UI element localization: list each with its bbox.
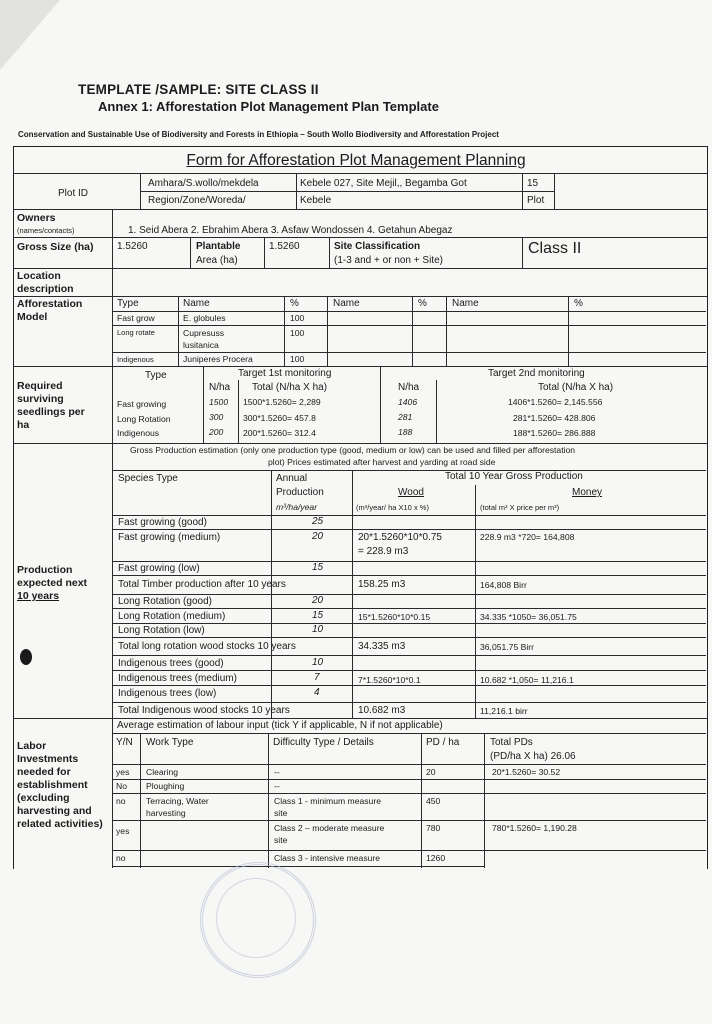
labor-row-pd: 450 [426, 796, 441, 806]
seedlings-row-n1: 1500 [209, 397, 229, 407]
model-label-2: Model [17, 311, 48, 323]
seedlings-row-t2: 1406*1.5260= 2,145.556 [508, 397, 603, 407]
seedlings-label-2: surviving [17, 393, 64, 405]
site-class-label: Site Classification [334, 241, 421, 252]
production-row-money: 11,216.1 birr [480, 706, 528, 716]
production-label: Production [17, 564, 73, 576]
labor-row-difficulty: Class 2 – moderate measure [274, 823, 385, 833]
annual-production-header-2: Production [276, 487, 324, 498]
production-row-wood: 158.25 m3 [358, 579, 406, 590]
production-row-annual: 20 [312, 595, 324, 606]
production-row-wood: 7*1.5260*10*0.1 [358, 675, 421, 685]
model-row-type: Fast grow [117, 313, 155, 323]
labor-note: Average estimation of labour input (tick Y if applicable, N if not applicable) [117, 720, 443, 731]
labor-header-work: Work Type [146, 737, 194, 748]
seedlings-row-t1: 1500*1.5260= 2,289 [243, 397, 321, 407]
owners-sublabel: (names/contacts) [17, 226, 75, 235]
seedlings-row-t1: 300*1.5260= 457.8 [243, 413, 316, 423]
production-row-wood: 20*1.5260*10*0.75 [358, 532, 442, 543]
production-row-species: Total long rotation wood stocks 10 years [118, 641, 296, 652]
target-2-nha: N/ha [398, 382, 420, 393]
production-row-money: 228.9 m3 *720= 164,808 [480, 532, 575, 542]
labor-row-difficulty: Class 3 - intensive measure [274, 853, 381, 863]
production-label-3: 10 years [17, 590, 60, 602]
production-row-annual: 20 [312, 531, 324, 542]
labor-row-difficulty: Class 1 - minimum measure [274, 796, 381, 806]
labor-row-pd: 780 [426, 823, 441, 833]
form-title: Form for Afforestation Plot Management Planning [186, 152, 526, 169]
model-label: Afforestation [17, 298, 83, 310]
model-row-pct: 100 [290, 354, 305, 364]
production-row-species: Indigenous trees (medium) [118, 673, 237, 684]
target-1-nha: N/ha [209, 382, 231, 393]
labor-header-yn: Y/N [116, 737, 133, 748]
owners-label: Owners [17, 212, 56, 224]
seedlings-row-type: Long Rotation [117, 414, 171, 424]
production-note-2: plot) Prices estimated after harvest and yarding at road side [268, 457, 496, 467]
annex-title: Annex 1: Afforestation Plot Management Plan Template [98, 99, 439, 114]
seedlings-row-n1: 200 [209, 427, 224, 437]
location-label: Location [17, 270, 61, 282]
model-header-pct-2: % [418, 298, 427, 309]
production-row-annual: 7 [314, 672, 320, 683]
seedlings-row-n1: 300 [209, 412, 224, 422]
production-row-species: Indigenous trees (low) [118, 688, 217, 699]
production-row-money: 10.682 *1,050= 11,216.1 [480, 675, 574, 685]
labor-row-work: Ploughing [146, 781, 185, 791]
production-row-money: 164,808 Birr [480, 580, 527, 590]
production-row-annual: 25 [312, 516, 324, 527]
labor-header-difficulty: Difficulty Type / Details [273, 737, 374, 748]
labor-row-yn: No [116, 781, 127, 791]
production-row-annual: 4 [314, 687, 320, 698]
labor-row-difficulty: -- [274, 781, 280, 791]
labor-header-total-2: (PD/ha X ha) 26.06 [490, 751, 576, 762]
seedlings-row-type: Indigenous [117, 428, 160, 438]
seedlings-row-t1: 200*1.5260= 312.4 [243, 428, 316, 438]
labor-row-yn: no [116, 796, 126, 806]
punch-hole [20, 649, 32, 665]
model-header-pct-1: % [290, 298, 299, 309]
production-note: Gross Production estimation (only one production type (good, medium or low) can be used and filled per afforestation [130, 445, 576, 455]
model-header-name-3: Name [452, 298, 479, 309]
production-row-species: Fast growing (medium) [118, 532, 221, 543]
labor-header-total: Total PDs [490, 737, 533, 748]
labor-row-work: Clearing [146, 767, 179, 777]
annual-production-header: Annual [276, 473, 308, 484]
region-label: Region/Zone/Woreda/ [148, 195, 246, 206]
seedlings-label-4: ha [17, 419, 30, 431]
model-row-type: Long rotate [117, 328, 155, 337]
target-1-header: Target 1st monitoring [238, 368, 332, 379]
seedlings-row-t2: 188*1.5260= 286.888 [513, 428, 596, 438]
production-row-money: 36,051.75 Birr [480, 642, 534, 652]
production-row-species: Long Rotation (good) [118, 596, 212, 607]
seedlings-row-n2: 1406 [398, 397, 418, 407]
kebele-label: Kebele [300, 195, 332, 206]
annual-production-unit: m³/ha/year [276, 502, 318, 512]
seedlings-row-type: Fast growing [117, 399, 167, 409]
production-row-species: Fast growing (low) [118, 563, 200, 574]
location-label-2: description [17, 283, 74, 295]
labor-row-pd: 20 [426, 767, 436, 777]
labor-row-work: Terracing, Water [146, 796, 209, 806]
labor-row-difficulty: -- [274, 767, 280, 777]
wood-unit: (m³/year/ ha X10 x %) [356, 503, 429, 512]
gross-size-label: Gross Size (ha) [17, 241, 94, 253]
site-class-hint: (1-3 and + or non + Site) [334, 255, 443, 266]
office-stamp-inner [216, 878, 296, 958]
plot-id-label: Plot ID [58, 188, 89, 199]
model-row-pct: 100 [290, 328, 305, 338]
plot-value: 15 [527, 178, 539, 189]
plantable-label: Plantable [196, 241, 241, 252]
target-2-header: Target 2nd monitoring [488, 368, 585, 379]
labor-row-total: 20*1.5260= 30.52 [492, 767, 561, 777]
seedlings-row-n2: 188 [398, 427, 413, 437]
production-label-2: expected next [17, 577, 88, 589]
model-header-pct-3: % [574, 298, 583, 309]
labor-row-yn: yes [116, 767, 130, 777]
species-type-header: Species Type [118, 473, 178, 484]
seedlings-label-3: seedlings per [17, 406, 85, 418]
region-value: Amhara/S.wollo/mekdela [148, 178, 259, 189]
model-row-name: E. globules [183, 313, 226, 323]
seedlings-label: Required [17, 380, 63, 392]
model-header-type: Type [117, 298, 139, 309]
production-row-species: Total Indigenous wood stocks 10 years [118, 705, 290, 716]
production-row-wood: 34.335 m3 [358, 641, 406, 652]
plantable-value: 1.5260 [269, 241, 300, 252]
folded-corner [0, 0, 60, 70]
production-row-money: 34.335 *1050= 36,051.75 [480, 612, 577, 622]
site-class-value: Class II [528, 240, 582, 257]
labor-row-yn: no [116, 853, 126, 863]
production-row-wood: 10.682 m3 [358, 705, 406, 716]
seedlings-type-header: Type [145, 370, 167, 381]
gross-size-value: 1.5260 [117, 241, 148, 252]
plot-label: Plot [527, 195, 545, 206]
money-unit: (total m³ X price per m³) [480, 503, 560, 512]
seedlings-row-t2: 281*1.5260= 428.806 [513, 413, 596, 423]
model-header-name-2: Name [333, 298, 360, 309]
gross-production-header: Total 10 Year Gross Production [445, 471, 583, 482]
owners-value: 1. Seid Abera 2. Ebrahim Abera 3. Asfaw Wondossen 4. Getahun Abegaz [128, 225, 453, 236]
production-row-species: Fast growing (good) [118, 517, 207, 528]
production-row-annual: 15 [312, 610, 324, 621]
production-row-species: Long Rotation (medium) [118, 611, 226, 622]
template-title: TEMPLATE /SAMPLE: SITE CLASS II [78, 82, 319, 97]
model-header-name-1: Name [183, 298, 210, 309]
target-2-total: Total (N/ha X ha) [538, 382, 614, 393]
project-name: Conservation and Sustainable Use of Biodiversity and Forests in Ethiopia – South Wollo Biodiversity and Afforestation Project [18, 130, 499, 139]
model-row-pct: 100 [290, 313, 305, 323]
wood-header: Wood [398, 487, 424, 498]
target-1-total: Total (N/ha X ha) [252, 382, 328, 393]
production-row-annual: 10 [312, 624, 324, 635]
labor-header-pd: PD / ha [426, 737, 460, 748]
kebele-value: Kebele 027, Site Mejil,, Begamba Got [300, 178, 467, 189]
labor-row-work-line2: harvesting [146, 808, 186, 818]
production-row-species: Total Timber production after 10 years [118, 579, 286, 590]
labor-row-difficulty-line2: site [274, 808, 288, 818]
production-row-species: Indigenous trees (good) [118, 658, 224, 669]
labor-label: Labor Investments needed for establishment (excluding harvesting and related activities) [17, 740, 103, 830]
model-row-name-line2: lusitanica [183, 340, 219, 350]
model-row-name: Juniperes Procera [183, 354, 253, 364]
labor-row-pd: 1260 [426, 853, 446, 863]
production-row-species: Long Rotation (low) [118, 625, 205, 636]
seedlings-row-n2: 281 [398, 412, 413, 422]
labor-row-yn: yes [116, 826, 130, 836]
plantable-label-unit: Area (ha) [196, 255, 238, 266]
production-row-annual: 15 [312, 562, 324, 573]
labor-row-difficulty-line2: site [274, 835, 288, 845]
production-row-wood-line2: = 228.9 m3 [358, 546, 409, 557]
money-header: Money [572, 487, 603, 498]
production-row-annual: 10 [312, 657, 324, 668]
model-row-name: Cupresuss [183, 328, 225, 338]
production-row-wood: 15*1.5260*10*0.15 [358, 612, 431, 622]
model-row-type: Indigenous [117, 355, 154, 364]
labor-row-total: 780*1.5260= 1,190.28 [492, 823, 577, 833]
